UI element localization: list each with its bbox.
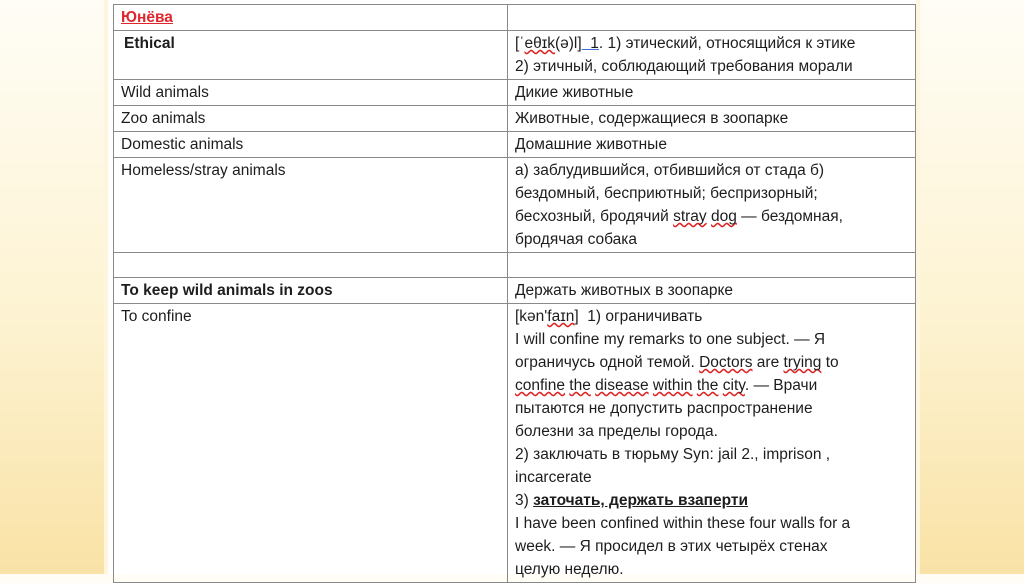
definition-cell: Животные, содержащиеся в зоопарке (508, 106, 916, 132)
term-cell: Domestic animals (114, 132, 508, 158)
definition-line: пытаются не допустить распространение (515, 400, 813, 417)
definition-cell (508, 158, 916, 253)
text-segment: dog (711, 208, 737, 225)
text-segment: eθɪk (524, 35, 555, 52)
text-segment: заточать, держать взаперти (533, 492, 748, 509)
term-cell: Homeless/stray animals (114, 158, 508, 253)
text-segment: [ˈ (515, 35, 525, 52)
term-cell (114, 278, 508, 304)
text-segment: Doctors (699, 354, 753, 371)
term-keep: To keep wild animals in zoos (121, 282, 333, 299)
definition-line (515, 374, 909, 397)
definition-line: 2) заключать в тюрьму Syn: jail 2., imprison , (515, 446, 831, 463)
definition-line: болезни за пределы города. (515, 423, 718, 440)
definition-line (515, 305, 909, 328)
term-cell: To confine (114, 304, 508, 583)
text-segment: within (652, 377, 693, 394)
vocabulary-table (113, 4, 916, 583)
text-segment: faɪn (547, 308, 575, 325)
definition-cell: Держать животных в зоопарке (508, 278, 916, 304)
text-segment: . — Врачи (744, 377, 818, 394)
table-row (114, 132, 916, 158)
table-row (114, 158, 916, 253)
definition-cell: Домашние животные (508, 132, 916, 158)
text-segment: the (696, 377, 719, 394)
text-segment: stray (673, 208, 707, 225)
text-segment: ] 1) ограничивать (574, 308, 703, 325)
empty-cell (508, 5, 916, 31)
definition-cell (508, 304, 916, 583)
table-row (114, 304, 916, 583)
text-segment: ограничусь одной темой. (515, 354, 700, 371)
text-segment: 1 (581, 35, 599, 52)
table-row (114, 278, 916, 304)
text-segment: 3) (515, 492, 534, 509)
table-row (114, 253, 916, 278)
term-cell (114, 31, 508, 80)
table-row (114, 106, 916, 132)
table-row (114, 31, 916, 80)
text-segment: . 1) этический, относящийся к этике (598, 35, 856, 52)
text-segment: city (722, 377, 745, 394)
text-segment: — бездомная, (736, 208, 843, 225)
empty-cell (508, 253, 916, 278)
definition-line: бездомный, бесприютный; беспризорный; (515, 185, 818, 202)
definition-line (515, 489, 909, 512)
definition-line (515, 32, 909, 55)
text-segment: (ə)l] (554, 35, 582, 52)
text-segment: trying (783, 354, 822, 371)
text-segment: are (752, 354, 784, 371)
text-segment: [kən' (515, 308, 548, 325)
definition-line: 2) этичный, соблюдающий требования морали (515, 58, 853, 75)
definition-line: а) заблудившийся, отбившийся от стада б) (515, 162, 825, 179)
definition-line (515, 205, 909, 228)
definition-line: целую неделю. (515, 561, 624, 578)
term-cell: Wild animals (114, 80, 508, 106)
author-name: Юнёва (121, 9, 173, 26)
term-ethical: Ethical (124, 35, 175, 52)
table-row (114, 5, 916, 31)
empty-cell (114, 253, 508, 278)
text-segment: confine (515, 377, 565, 394)
text-segment: the (569, 377, 591, 394)
term-cell: Zoo animals (114, 106, 508, 132)
author-cell (114, 5, 508, 31)
definition-line (515, 351, 909, 374)
definition-line: бродячая собака (515, 231, 638, 248)
definition-cell: Дикие животные (508, 80, 916, 106)
text-segment: disease (595, 377, 649, 394)
definition-cell (508, 31, 916, 80)
text-segment: бесхозный, бродячий (515, 208, 674, 225)
definition-line: incarcerate (515, 469, 592, 486)
table-row (114, 80, 916, 106)
definition-line: week. — Я просидел в этих четырёх стенах (515, 538, 828, 555)
definition-line: I have been confined within these four walls for a (515, 515, 851, 532)
definition-line: I will confine my remarks to one subject. — Я (515, 331, 826, 348)
text-segment: to (821, 354, 839, 371)
